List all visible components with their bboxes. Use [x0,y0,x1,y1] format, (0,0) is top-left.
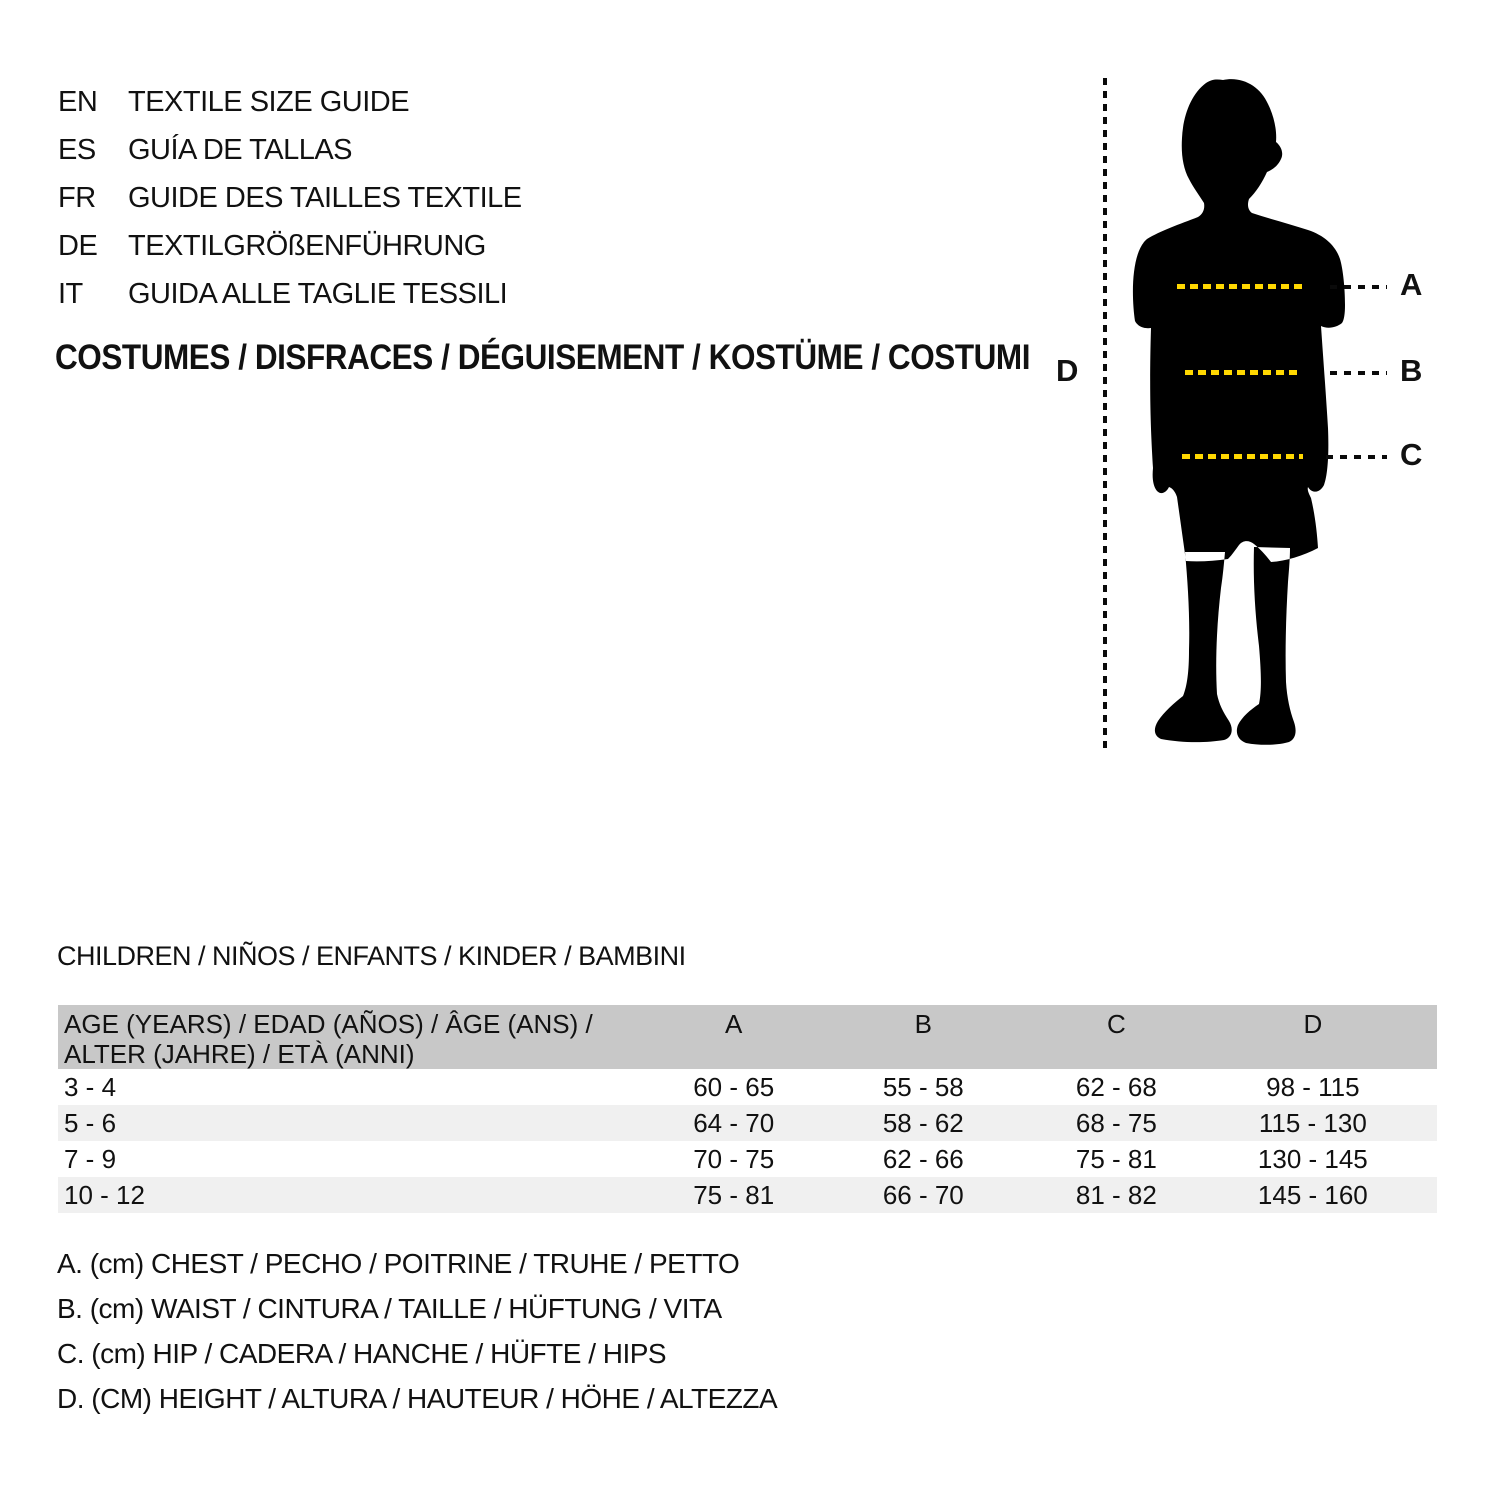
children-section-title: CHILDREN / NIÑOS / ENFANTS / KINDER / BAMBINI [57,941,686,971]
age-column-header [58,1009,637,1069]
column-header-d: D [1303,1009,1323,1039]
language-title: GUÍA DE TALLAS [128,133,353,166]
hip-cell: 68 - 75 [1075,1107,1157,1138]
category-title: COSTUMES / DISFRACES / DÉGUISEMENT / KOSTÜME / COSTUMI [55,338,1031,377]
language-row-de [58,222,522,270]
chest-connector-line [1330,285,1387,289]
table-row [58,1141,1437,1177]
child-silhouette-path [1133,79,1345,745]
language-row-es [58,126,522,174]
measurement-legend [57,1248,777,1428]
hip-measure-line [1182,454,1303,459]
language-code: EN [58,85,98,118]
age-cell: 5 - 6 [64,1107,117,1138]
child-silhouette-icon [1090,60,1440,760]
language-title: TEXTILGRÖßENFÜHRUNG [128,229,486,262]
size-table [58,1005,1437,1213]
chest-cell: 60 - 65 [693,1071,775,1102]
language-title: TEXTILE SIZE GUIDE [128,85,410,118]
height-dashed-line [1103,78,1107,750]
legend-item-chest: A. (cm) CHEST / PECHO / POITRINE / TRUHE / PETTO [57,1248,740,1279]
hip-cell: 75 - 81 [1075,1143,1157,1174]
height-cell: 115 - 130 [1258,1107,1367,1138]
chest-cell: 70 - 75 [693,1143,775,1174]
age-cell: 3 - 4 [64,1071,117,1102]
height-cell: 98 - 115 [1266,1071,1360,1102]
language-code: IT [58,277,83,310]
table-header-row [58,1005,1437,1069]
hip-label: C [1400,437,1423,472]
legend-item-hip: C. (cm) HIP / CADERA / HANCHE / HÜFTE / HIPS [57,1338,667,1369]
chest-cell: 64 - 70 [693,1107,775,1138]
waist-cell: 55 - 58 [882,1071,964,1102]
chest-label: A [1400,267,1423,302]
age-header-line1: AGE (YEARS) / EDAD (AÑOS) / ÂGE (ANS) / [64,1009,593,1039]
hip-cell: 81 - 82 [1075,1179,1157,1210]
waist-measure-line [1185,370,1300,375]
age-cell: 7 - 9 [64,1143,117,1174]
waist-cell: 58 - 62 [882,1107,964,1138]
language-code: DE [58,229,98,262]
hip-connector-line [1326,455,1387,459]
chest-measure-line [1177,284,1303,289]
table-row [58,1105,1437,1141]
language-row-en [58,78,522,126]
hip-cell: 62 - 68 [1075,1071,1157,1102]
language-row-it [58,270,522,318]
height-label: D [1056,353,1079,388]
age-header-line2: ALTER (JAHRE) / ETÀ (ANNI) [64,1039,415,1069]
waist-connector-line [1330,371,1387,375]
height-cell: 145 - 160 [1257,1179,1368,1210]
waist-cell: 62 - 66 [882,1143,964,1174]
table-row [58,1177,1437,1213]
legend-item-waist: B. (cm) WAIST / CINTURA / TAILLE / HÜFTUNG / VITA [57,1293,722,1324]
language-code: ES [58,133,96,166]
language-code: FR [58,181,96,214]
height-cell: 130 - 145 [1257,1143,1368,1174]
waist-label: B [1400,353,1423,388]
legend-item-height: D. (CM) HEIGHT / ALTURA / HAUTEUR / HÖHE / ALTEZZA [57,1383,778,1414]
table-row [58,1069,1437,1105]
language-title: GUIDE DES TAILLES TEXTILE [128,181,522,214]
language-row-fr [58,174,522,222]
language-title: GUIDA ALLE TAGLIE TESSILI [128,277,508,310]
measurement-figure [1056,60,1501,760]
column-header-c: C [1106,1009,1126,1039]
column-header-b: B [914,1009,932,1039]
chest-cell: 75 - 81 [693,1179,775,1210]
waist-cell: 66 - 70 [882,1179,964,1210]
age-cell: 10 - 12 [64,1179,145,1210]
column-header-a: A [725,1009,743,1039]
language-list [58,78,522,318]
